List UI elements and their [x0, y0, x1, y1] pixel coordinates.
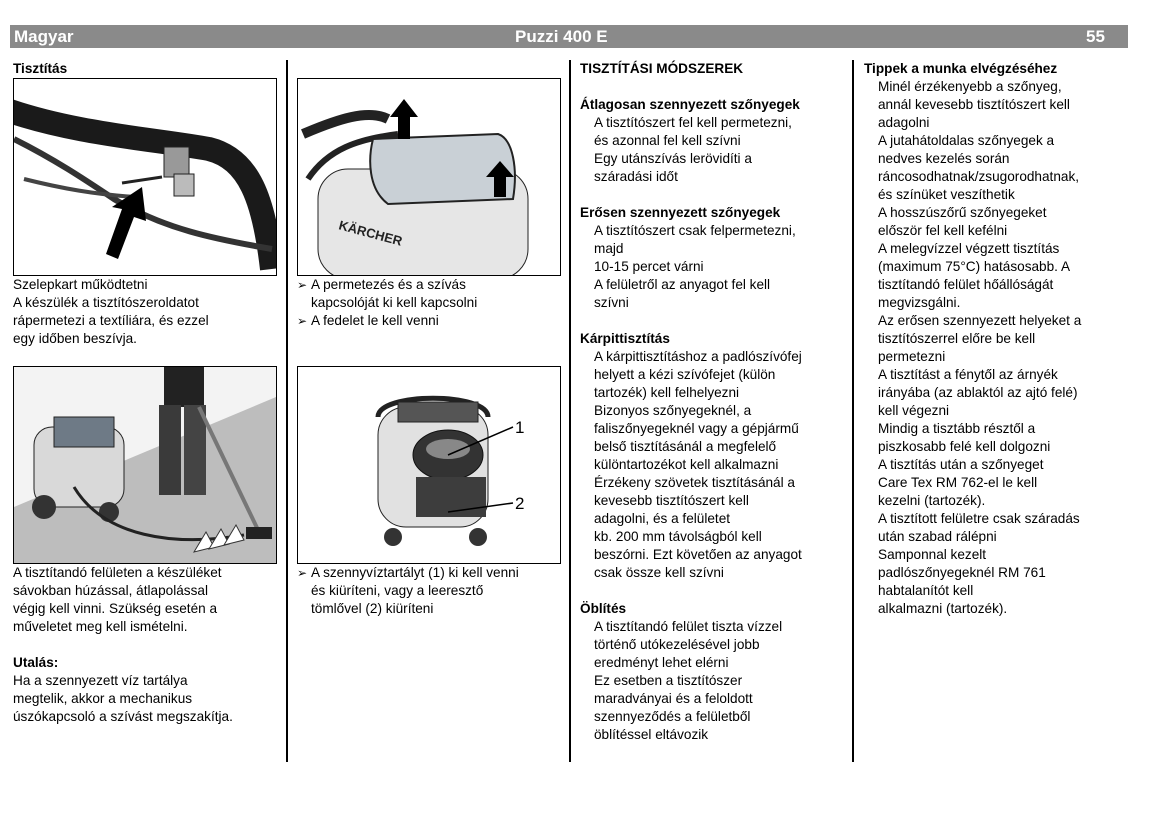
text-line: tisztítószerrel előre be kell	[878, 331, 1036, 346]
text-line: irányába (az ablaktól az ajtó felé)	[878, 385, 1078, 400]
text-line: kapcsolóját ki kell kapcsolni	[311, 295, 478, 310]
text-line: szívni	[594, 295, 629, 310]
text-line: öblítéssel eltávozik	[594, 727, 709, 742]
text-line: A tisztítószert fel kell permetezni,	[594, 115, 792, 130]
text-line: A tisztítószert csak felpermetezni,	[594, 223, 796, 238]
text-line: eredményt lehet elérni	[594, 655, 729, 670]
text-line: maradványai és a feloldott	[594, 691, 753, 706]
text-line: belső tisztításánál a megfelelő	[594, 439, 777, 454]
text-line: A tisztítást a fénytől az árnyék	[878, 367, 1058, 382]
callout-1: 1	[515, 418, 525, 437]
col4-tips	[864, 60, 1134, 618]
text-line: 10-15 percet várni	[594, 259, 704, 274]
text-line: beszórni. Ezt követően az anyagot	[594, 547, 802, 562]
text-line: Érzékeny szövetek tisztításánál a	[594, 475, 795, 490]
header-page-number: 55	[1086, 27, 1105, 46]
text-line: tömlővel (2) kiüríteni	[311, 601, 434, 616]
text-line: Ez esetben a tisztítószer	[594, 673, 743, 688]
text-line: tisztítandó felület hőállóságát	[878, 277, 1054, 292]
column-divider	[569, 60, 571, 762]
text-line: A melegvízzel végzett tisztítás	[878, 241, 1060, 256]
text-line: rápermetezi a textíliára, és ezzel	[13, 313, 209, 328]
col2-steps-1	[297, 276, 567, 330]
text-line: padlószőnyegeknél RM 761	[878, 565, 1046, 580]
text-line: sávokban húzással, átlapolással	[13, 583, 208, 598]
page-header-bar	[10, 25, 1128, 48]
header-language: Magyar	[14, 27, 74, 46]
text-line: Szelepkart működtetni	[13, 277, 148, 292]
brand-logo-text: KÄRCHER	[337, 217, 404, 249]
text-line: A tisztítás után a szőnyeget	[878, 457, 1044, 472]
text-line: megtelik, akkor a mechanikus	[13, 691, 193, 706]
text-line: ➢ A fedelet le kell venni	[311, 313, 439, 328]
text-line: ➢ A szennyvíztartályt (1) ki kell venni	[311, 565, 519, 580]
text-line: ráncosodhatnak/zsugorodhatnak,	[878, 169, 1080, 184]
text-line: kezelni (tartozék).	[878, 493, 986, 508]
photo-remove-lid	[297, 78, 561, 276]
text-line: Care Tex RM 762-el le kell	[878, 475, 1038, 490]
column-divider	[852, 60, 854, 762]
text-line: Mindig a tisztább résztől a	[878, 421, 1036, 436]
text-line: ➢ A permetezés és a szívás	[311, 277, 466, 292]
section-heading: Kárpittisztítás	[580, 331, 670, 346]
text-line: Bizonyos szőnyegeknél, a	[594, 403, 752, 418]
text-line: A tisztított felületre csak száradás	[878, 511, 1080, 526]
text-line: Az erősen szennyezett helyeket a	[878, 313, 1082, 328]
photo-hose-valve-lever	[13, 78, 277, 276]
step-item	[297, 564, 567, 618]
text-line: először fel kell kefélni	[878, 223, 1008, 238]
text-line: piszkosabb felé kell dolgozni	[878, 439, 1051, 454]
text-line: kevesebb tisztítószert kell	[594, 493, 749, 508]
text-line: kell végezni	[878, 403, 950, 418]
text-line: A hosszúszőrű szőnyegeket	[878, 205, 1047, 220]
col1-heading: Tisztítás	[13, 61, 68, 76]
text-line: adagolni	[878, 115, 930, 130]
text-line: nedves kezelés során	[878, 151, 1010, 166]
step-item	[297, 312, 567, 330]
text-line: végig kell vinni. Szükség esetén a	[13, 601, 218, 616]
text-line: történő utókezelésével jobb	[594, 637, 760, 652]
text-line: faliszőnyegeknél vagy a gépjármű	[594, 421, 799, 436]
photo-cleaning-floor	[13, 366, 277, 564]
col1-caption-2	[13, 564, 283, 726]
text-line: annál kevesebb tisztítószert kell	[878, 97, 1070, 112]
text-line: alkalmazni (tartozék).	[878, 601, 1008, 616]
note-heading: Utalás:	[13, 655, 59, 670]
text-line: A készülék a tisztítószeroldatot	[13, 295, 199, 310]
text-line: helyett a kézi szívófejet (külön	[594, 367, 776, 382]
section-heading: Átlagosan szennyezett szőnyegek	[580, 97, 800, 112]
text-line: Ha a szennyezett víz tartálya	[13, 673, 188, 688]
text-line: Samponnal kezelt	[878, 547, 987, 562]
text-line: permetezni	[878, 349, 946, 364]
col2-steps-2	[297, 564, 567, 618]
section-heading: Öblítés	[580, 601, 627, 616]
text-line: A tisztítandó felület tiszta vízzel	[594, 619, 783, 634]
text-line: A kárpittisztításhoz a padlószívófej	[594, 349, 802, 364]
col3-cleaning-methods	[580, 60, 850, 744]
text-line: és kiüríteni, vagy a leeresztő	[311, 583, 484, 598]
section-heading: Erősen szennyezett szőnyegek	[580, 205, 781, 220]
text-line: A jutahátoldalas szőnyegek a	[878, 133, 1055, 148]
text-line: Minél érzékenyebb a szőnyeg,	[878, 79, 1062, 94]
text-line: úszókapcsoló a szívást megszakítja.	[13, 709, 233, 724]
text-line: Egy utánszívás lerövidíti a	[594, 151, 752, 166]
text-line: után szabad rálépni	[878, 529, 997, 544]
text-line: és azonnal fel kell szívni	[594, 133, 741, 148]
text-line: megvizsgálni.	[878, 295, 961, 310]
text-line: habtalanítót kell	[878, 583, 974, 598]
photo-wastewater-tank	[297, 366, 561, 564]
section-title: TISZTÍTÁSI MÓDSZEREK	[580, 61, 744, 76]
step-item	[297, 276, 567, 312]
text-line: egy időben beszívja.	[13, 331, 137, 346]
text-line: és színüket veszíthetik	[878, 187, 1015, 202]
text-line: tartozék) kell felhelyezni	[594, 385, 740, 400]
text-line: A felületről az anyagot fel kell	[594, 277, 771, 292]
text-line: A tisztítandó felületen a készüléket	[13, 565, 222, 580]
section-heading: Tippek a munka elvégzéséhez	[864, 61, 1058, 76]
text-line: majd	[594, 241, 624, 256]
text-line: szennyeződés a felületből	[594, 709, 751, 724]
text-line: kb. 200 mm távolságból kell	[594, 529, 762, 544]
text-line: különtartozékot kell alkalmazni	[594, 457, 779, 472]
text-line: száradási időt	[594, 169, 678, 184]
text-line: (maximum 75°C) hatásosabb. A	[878, 259, 1071, 274]
header-model: Puzzi 400 E	[515, 27, 608, 46]
text-line: csak össze kell szívni	[594, 565, 724, 580]
callout-2: 2	[515, 494, 525, 513]
col1-caption-1	[13, 276, 283, 348]
text-line: adagolni, és a felületet	[594, 511, 731, 526]
text-line: műveletet meg kell ismételni.	[13, 619, 188, 634]
column-divider	[286, 60, 288, 762]
